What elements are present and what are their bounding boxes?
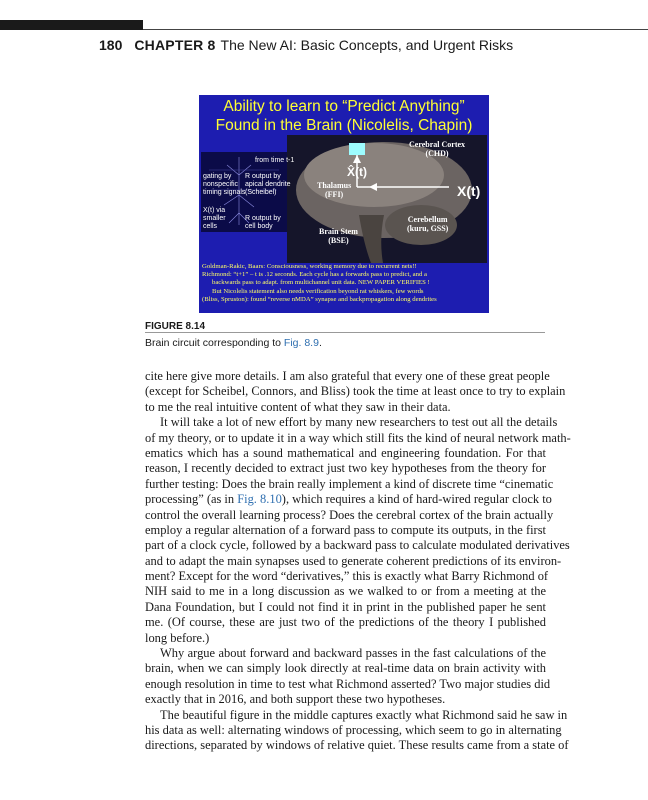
figure-title-line1: Ability to learn to “Predict Anything” xyxy=(223,98,465,115)
figure-title-line2: Found in the Brain (Nicolelis, Chapin) xyxy=(215,117,473,134)
label-xt: X(t) xyxy=(457,183,481,199)
header-rule xyxy=(143,29,648,30)
body-line: part of a clock cycle, followed by a backward pass to calculate modulated derivatives xyxy=(145,538,570,553)
body-line: long before.) xyxy=(145,630,210,645)
inset-label-gating: gating by nonspecific timing signals xyxy=(203,173,246,196)
body-line: employ a regular alternation of a forward pass to compute its outputs, in the first xyxy=(145,522,546,537)
running-header xyxy=(99,37,513,53)
caption-rule xyxy=(145,332,545,333)
figure-notes xyxy=(202,263,488,304)
body-line: ment? Except for the word “derivatives,” this is exactly what Barry Richmond of xyxy=(145,569,549,584)
body-line: The beautiful figure in the middle captures exactly what Richmond said he saw in xyxy=(160,707,568,722)
body-line: of my theory, or to update it in a way which still fits the kind of neural network math- xyxy=(145,430,571,445)
body-line: reason, I recently decided to extract just two key hypotheses from the theory for xyxy=(145,461,546,476)
body-line: his data as well: alternating windows of processing, which seem to go in alternating xyxy=(145,722,562,737)
page-number: 180 xyxy=(99,37,123,53)
caption-text: Brain circuit corresponding to xyxy=(145,337,284,349)
body-line: Dana Foundation, but I could not find it in print in the published paper he sent xyxy=(145,599,546,614)
figure-link[interactable]: Fig. 8.10 xyxy=(237,492,282,507)
inset-label-r-apical: R output by apical dendrite (Scheibel) xyxy=(245,173,291,196)
figure-image xyxy=(199,95,489,313)
body-line: directions, separated by windows of relative quiet. These results came from a state of xyxy=(145,738,569,753)
body-line: It will take a lot of new effort by many new researchers to test out all the details xyxy=(160,415,558,430)
body-line: brain, when we can simply look directly at real-time data on brain activity with xyxy=(145,661,546,676)
label-thalamus: Thalamus (FFI) xyxy=(317,181,352,199)
body-line: ematics which has a sound mathematical and engineering foundation. For that xyxy=(145,445,546,460)
label-xhat: X̂(t) xyxy=(347,165,367,179)
header-bar xyxy=(0,20,143,30)
figure-label: FIGURE 8.14 xyxy=(145,321,206,332)
body-line: Why argue about forward and backward passes in the fast calculations of the xyxy=(160,646,546,661)
body-line-with-ref xyxy=(145,492,552,507)
body-line: and to adapt the main synapses used to generate coherent predictions of its environ- xyxy=(145,553,562,568)
caption-figure-link[interactable]: Fig. 8.9 xyxy=(283,337,319,349)
cortex-highlight xyxy=(349,143,365,155)
chapter-label: CHAPTER 8 xyxy=(134,37,216,53)
body-line: me. (Of course, these are just two of the predictions of the theory I published xyxy=(145,615,546,630)
inset-label-r-body: R output by cell body xyxy=(245,215,281,230)
label-cerebellum: Cerebellum (kuru, GSS) xyxy=(407,215,449,233)
body-line: cite here give more details. I am also grateful that every one of these great people xyxy=(145,369,550,383)
note-line: Richmond: “t+1” – t is .12 seconds. Each cycle has a forwards pass to predict, and a xyxy=(202,271,427,279)
body-line: further testing: Does the brain really implement a kind of discrete time “cinematic xyxy=(145,476,554,491)
body-text-fragment: processing” (as in xyxy=(145,492,238,507)
label-brain-stem: Brain Stem (BSE) xyxy=(319,227,358,245)
note-line: backwards pass to adapt. from multichannel unit data. NEW PAPER VERIFIES ! xyxy=(212,279,430,287)
body-line: NIH said to me in a long discussion as we walked to or from a meeting at the xyxy=(145,584,546,599)
figure-caption xyxy=(145,337,322,349)
body-line: (except for Scheibel, Connors, and Bliss) took the time at least once to try to explain xyxy=(145,384,566,399)
body-line: exactly that in 2016, and both support these two hypotheses. xyxy=(145,692,446,707)
note-line: (Bliss, Spruston): found “reverse nMDA” synapse and backpropagation along dendrites xyxy=(202,295,437,303)
note-line: Goldman-Rakic, Baars: Consciousness, working memory due to recurrent nets!! xyxy=(202,263,417,270)
body-text xyxy=(145,369,571,754)
inset-label-from-time: from time t-1 xyxy=(255,157,295,164)
label-cerebral-cortex: Cerebral Cortex (CHD) xyxy=(409,140,466,158)
body-line: to me the real intuitive content of what they saw in their data. xyxy=(145,399,451,414)
body-line: enough resolution in time to test what Richmond asserted? Two major studies did xyxy=(145,676,551,691)
body-text-fragment: ), which requires a kind of hard-wired regular clock to xyxy=(281,492,552,507)
chapter-title: The New AI: Basic Concepts, and Urgent Risks xyxy=(220,37,514,53)
note-line: But Nicolelis statement also needs verification beyond rat whiskers, few words xyxy=(212,287,424,295)
body-line: control the overall learning process? Does the cerebral cortex of the brain actually xyxy=(145,507,554,522)
caption-end: . xyxy=(318,337,322,349)
inset-label-x-via: X(t) via smaller cells xyxy=(203,207,226,230)
